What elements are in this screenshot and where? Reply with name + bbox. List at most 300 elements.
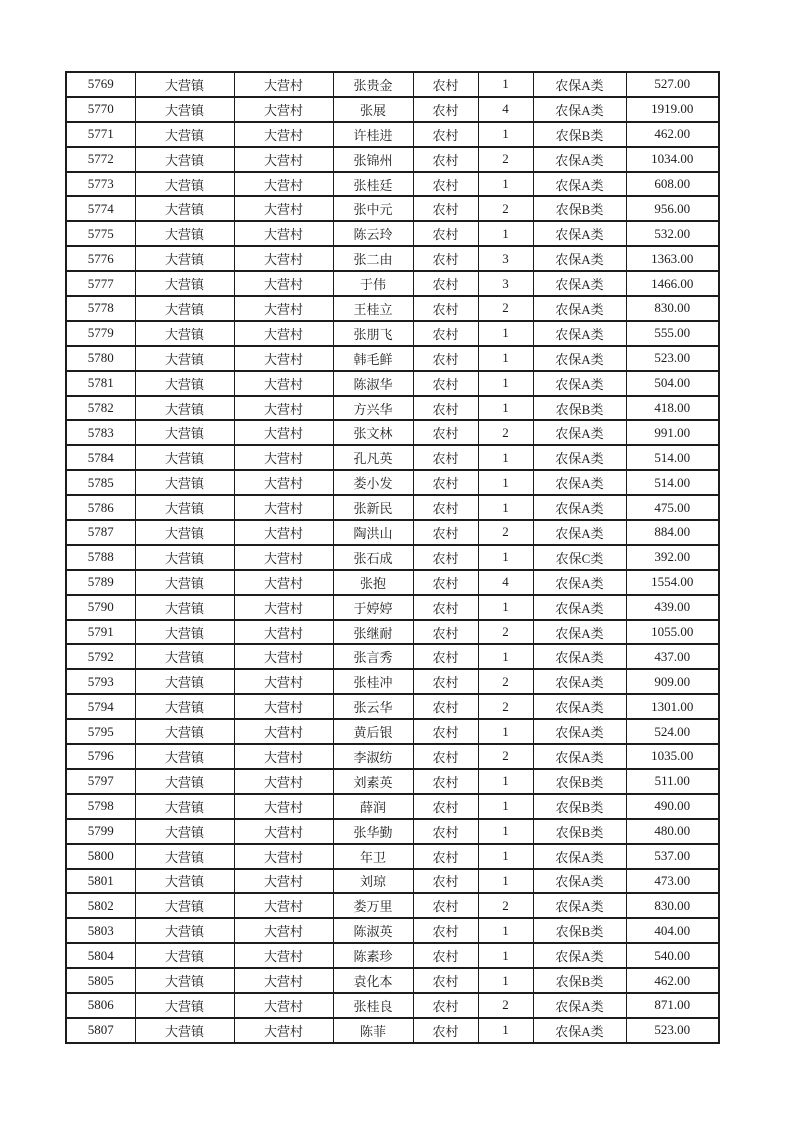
cell-town: 大营镇 [135, 445, 234, 470]
cell-insurance-category: 农保A类 [533, 147, 626, 172]
cell-amount: 830.00 [626, 296, 719, 321]
cell-serial-no: 5786 [66, 495, 135, 520]
cell-person-count: 1 [478, 72, 533, 97]
cell-town: 大营镇 [135, 371, 234, 396]
cell-insurance-category: 农保B类 [533, 918, 626, 943]
cell-name: 陈淑英 [333, 918, 413, 943]
cell-household-type: 农村 [413, 172, 478, 197]
table-row [66, 72, 719, 97]
cell-amount: 1035.00 [626, 744, 719, 769]
cell-village: 大营村 [234, 620, 333, 645]
cell-serial-no: 5788 [66, 545, 135, 570]
cell-village: 大营村 [234, 1018, 333, 1043]
table-row [66, 844, 719, 869]
cell-amount: 830.00 [626, 893, 719, 918]
cell-household-type: 农村 [413, 72, 478, 97]
cell-town: 大营镇 [135, 72, 234, 97]
cell-village: 大营村 [234, 271, 333, 296]
cell-insurance-category: 农保A类 [533, 943, 626, 968]
cell-household-type: 农村 [413, 744, 478, 769]
cell-serial-no: 5769 [66, 72, 135, 97]
cell-amount: 1055.00 [626, 620, 719, 645]
cell-serial-no: 5776 [66, 246, 135, 271]
cell-serial-no: 5798 [66, 794, 135, 819]
cell-serial-no: 5803 [66, 918, 135, 943]
cell-serial-no: 5791 [66, 620, 135, 645]
cell-village: 大营村 [234, 844, 333, 869]
cell-village: 大营村 [234, 968, 333, 993]
cell-person-count: 2 [478, 620, 533, 645]
cell-village: 大营村 [234, 869, 333, 894]
cell-insurance-category: 农保A类 [533, 869, 626, 894]
cell-town: 大营镇 [135, 968, 234, 993]
cell-village: 大营村 [234, 694, 333, 719]
cell-person-count: 1 [478, 968, 533, 993]
cell-person-count: 1 [478, 396, 533, 421]
cell-town: 大营镇 [135, 420, 234, 445]
table-row [66, 769, 719, 794]
cell-name: 张华勤 [333, 819, 413, 844]
cell-amount: 555.00 [626, 321, 719, 346]
cell-insurance-category: 农保A类 [533, 97, 626, 122]
cell-insurance-category: 农保A类 [533, 1018, 626, 1043]
cell-amount: 527.00 [626, 72, 719, 97]
cell-household-type: 农村 [413, 420, 478, 445]
cell-insurance-category: 农保A类 [533, 420, 626, 445]
cell-village: 大营村 [234, 172, 333, 197]
table-row [66, 620, 719, 645]
table-row [66, 321, 719, 346]
table-row [66, 719, 719, 744]
cell-amount: 511.00 [626, 769, 719, 794]
cell-household-type: 农村 [413, 196, 478, 221]
table-body [66, 72, 719, 1043]
cell-household-type: 农村 [413, 694, 478, 719]
cell-person-count: 2 [478, 420, 533, 445]
cell-serial-no: 5779 [66, 321, 135, 346]
cell-name: 于婷婷 [333, 595, 413, 620]
cell-amount: 884.00 [626, 520, 719, 545]
cell-amount: 439.00 [626, 595, 719, 620]
cell-name: 方兴华 [333, 396, 413, 421]
cell-name: 娄万里 [333, 893, 413, 918]
cell-household-type: 农村 [413, 570, 478, 595]
table-row [66, 595, 719, 620]
cell-name: 张文林 [333, 420, 413, 445]
cell-name: 王桂立 [333, 296, 413, 321]
cell-amount: 532.00 [626, 221, 719, 246]
cell-household-type: 农村 [413, 893, 478, 918]
table-row [66, 495, 719, 520]
cell-insurance-category: 农保A类 [533, 744, 626, 769]
cell-town: 大营镇 [135, 122, 234, 147]
cell-serial-no: 5793 [66, 669, 135, 694]
cell-insurance-category: 农保A类 [533, 620, 626, 645]
table-row [66, 172, 719, 197]
cell-village: 大营村 [234, 321, 333, 346]
cell-serial-no: 5804 [66, 943, 135, 968]
cell-household-type: 农村 [413, 147, 478, 172]
cell-person-count: 1 [478, 1018, 533, 1043]
cell-household-type: 农村 [413, 271, 478, 296]
cell-household-type: 农村 [413, 371, 478, 396]
cell-amount: 1301.00 [626, 694, 719, 719]
cell-name: 张石成 [333, 545, 413, 570]
cell-insurance-category: 农保B类 [533, 396, 626, 421]
cell-serial-no: 5782 [66, 396, 135, 421]
cell-person-count: 2 [478, 744, 533, 769]
cell-name: 娄小发 [333, 470, 413, 495]
cell-amount: 524.00 [626, 719, 719, 744]
cell-insurance-category: 农保B类 [533, 769, 626, 794]
table-row [66, 196, 719, 221]
cell-insurance-category: 农保A类 [533, 570, 626, 595]
cell-household-type: 农村 [413, 644, 478, 669]
table-row [66, 221, 719, 246]
cell-village: 大营村 [234, 196, 333, 221]
cell-amount: 462.00 [626, 122, 719, 147]
cell-town: 大营镇 [135, 396, 234, 421]
cell-insurance-category: 农保A类 [533, 993, 626, 1018]
cell-insurance-category: 农保A类 [533, 694, 626, 719]
cell-name: 张贵金 [333, 72, 413, 97]
cell-person-count: 2 [478, 147, 533, 172]
cell-insurance-category: 农保A类 [533, 470, 626, 495]
cell-household-type: 农村 [413, 545, 478, 570]
cell-town: 大营镇 [135, 943, 234, 968]
table-row [66, 271, 719, 296]
cell-name: 张桂冲 [333, 669, 413, 694]
cell-serial-no: 5807 [66, 1018, 135, 1043]
table-row [66, 968, 719, 993]
cell-serial-no: 5771 [66, 122, 135, 147]
cell-amount: 475.00 [626, 495, 719, 520]
cell-serial-no: 5770 [66, 97, 135, 122]
cell-town: 大营镇 [135, 644, 234, 669]
cell-town: 大营镇 [135, 221, 234, 246]
cell-name: 许桂进 [333, 122, 413, 147]
cell-serial-no: 5795 [66, 719, 135, 744]
cell-person-count: 2 [478, 893, 533, 918]
cell-person-count: 2 [478, 669, 533, 694]
cell-village: 大营村 [234, 794, 333, 819]
cell-amount: 473.00 [626, 869, 719, 894]
cell-name: 刘琼 [333, 869, 413, 894]
table-row [66, 371, 719, 396]
cell-household-type: 农村 [413, 246, 478, 271]
cell-name: 孔凡英 [333, 445, 413, 470]
table-row [66, 520, 719, 545]
cell-town: 大营镇 [135, 246, 234, 271]
cell-village: 大营村 [234, 420, 333, 445]
cell-person-count: 1 [478, 719, 533, 744]
cell-village: 大营村 [234, 296, 333, 321]
cell-town: 大营镇 [135, 196, 234, 221]
cell-insurance-category: 农保B类 [533, 794, 626, 819]
cell-village: 大营村 [234, 819, 333, 844]
cell-person-count: 1 [478, 844, 533, 869]
cell-amount: 490.00 [626, 794, 719, 819]
table-row [66, 869, 719, 894]
cell-person-count: 4 [478, 570, 533, 595]
cell-amount: 480.00 [626, 819, 719, 844]
table-row [66, 993, 719, 1018]
cell-name: 陈云玲 [333, 221, 413, 246]
cell-name: 张桂廷 [333, 172, 413, 197]
cell-serial-no: 5772 [66, 147, 135, 172]
cell-village: 大营村 [234, 396, 333, 421]
cell-village: 大营村 [234, 943, 333, 968]
cell-person-count: 1 [478, 445, 533, 470]
cell-village: 大营村 [234, 445, 333, 470]
cell-village: 大营村 [234, 669, 333, 694]
cell-amount: 418.00 [626, 396, 719, 421]
cell-household-type: 农村 [413, 794, 478, 819]
cell-insurance-category: 农保A类 [533, 495, 626, 520]
cell-serial-no: 5780 [66, 346, 135, 371]
cell-serial-no: 5784 [66, 445, 135, 470]
cell-amount: 1363.00 [626, 246, 719, 271]
cell-household-type: 农村 [413, 595, 478, 620]
cell-name: 张中元 [333, 196, 413, 221]
table-row [66, 445, 719, 470]
cell-name: 李淑纺 [333, 744, 413, 769]
cell-person-count: 1 [478, 221, 533, 246]
cell-person-count: 1 [478, 819, 533, 844]
table-row [66, 893, 719, 918]
cell-serial-no: 5777 [66, 271, 135, 296]
cell-insurance-category: 农保B类 [533, 968, 626, 993]
cell-town: 大营镇 [135, 918, 234, 943]
cell-town: 大营镇 [135, 893, 234, 918]
cell-town: 大营镇 [135, 869, 234, 894]
cell-household-type: 农村 [413, 1018, 478, 1043]
cell-amount: 1466.00 [626, 271, 719, 296]
cell-insurance-category: 农保A类 [533, 644, 626, 669]
cell-town: 大营镇 [135, 744, 234, 769]
cell-household-type: 农村 [413, 495, 478, 520]
table-row [66, 296, 719, 321]
cell-amount: 462.00 [626, 968, 719, 993]
cell-village: 大营村 [234, 520, 333, 545]
table-row [66, 570, 719, 595]
cell-name: 陈淑华 [333, 371, 413, 396]
cell-household-type: 农村 [413, 819, 478, 844]
table-row [66, 420, 719, 445]
cell-household-type: 农村 [413, 620, 478, 645]
cell-person-count: 3 [478, 271, 533, 296]
cell-person-count: 1 [478, 869, 533, 894]
cell-village: 大营村 [234, 470, 333, 495]
cell-name: 张桂良 [333, 993, 413, 1018]
cell-village: 大营村 [234, 221, 333, 246]
cell-name: 陶洪山 [333, 520, 413, 545]
cell-amount: 514.00 [626, 445, 719, 470]
cell-amount: 608.00 [626, 172, 719, 197]
table-row [66, 470, 719, 495]
cell-village: 大营村 [234, 495, 333, 520]
cell-insurance-category: 农保A类 [533, 72, 626, 97]
cell-serial-no: 5801 [66, 869, 135, 894]
table-row [66, 918, 719, 943]
cell-person-count: 2 [478, 520, 533, 545]
cell-name: 张抱 [333, 570, 413, 595]
cell-household-type: 农村 [413, 769, 478, 794]
cell-name: 张继耐 [333, 620, 413, 645]
cell-village: 大营村 [234, 644, 333, 669]
table-row [66, 122, 719, 147]
cell-name: 刘素英 [333, 769, 413, 794]
cell-town: 大营镇 [135, 1018, 234, 1043]
cell-village: 大营村 [234, 719, 333, 744]
cell-person-count: 1 [478, 321, 533, 346]
cell-village: 大营村 [234, 545, 333, 570]
cell-insurance-category: 农保A类 [533, 246, 626, 271]
cell-name: 韩毛鲜 [333, 346, 413, 371]
cell-serial-no: 5797 [66, 769, 135, 794]
cell-person-count: 1 [478, 495, 533, 520]
cell-household-type: 农村 [413, 221, 478, 246]
cell-person-count: 2 [478, 196, 533, 221]
cell-town: 大营镇 [135, 719, 234, 744]
cell-name: 袁化本 [333, 968, 413, 993]
cell-amount: 991.00 [626, 420, 719, 445]
cell-name: 陈素珍 [333, 943, 413, 968]
cell-name: 年卫 [333, 844, 413, 869]
cell-insurance-category: 农保A类 [533, 445, 626, 470]
cell-household-type: 农村 [413, 346, 478, 371]
cell-person-count: 2 [478, 296, 533, 321]
cell-village: 大营村 [234, 122, 333, 147]
cell-serial-no: 5792 [66, 644, 135, 669]
cell-town: 大营镇 [135, 844, 234, 869]
cell-person-count: 4 [478, 97, 533, 122]
cell-amount: 392.00 [626, 545, 719, 570]
cell-village: 大营村 [234, 595, 333, 620]
cell-amount: 540.00 [626, 943, 719, 968]
cell-person-count: 1 [478, 346, 533, 371]
cell-insurance-category: 农保B类 [533, 122, 626, 147]
table-row [66, 396, 719, 421]
cell-serial-no: 5802 [66, 893, 135, 918]
cell-household-type: 农村 [413, 918, 478, 943]
cell-village: 大营村 [234, 72, 333, 97]
cell-insurance-category: 农保A类 [533, 321, 626, 346]
cell-person-count: 1 [478, 794, 533, 819]
cell-name: 张二由 [333, 246, 413, 271]
cell-town: 大营镇 [135, 321, 234, 346]
table-row [66, 744, 719, 769]
cell-serial-no: 5787 [66, 520, 135, 545]
cell-town: 大营镇 [135, 669, 234, 694]
cell-amount: 504.00 [626, 371, 719, 396]
cell-household-type: 农村 [413, 445, 478, 470]
cell-town: 大营镇 [135, 993, 234, 1018]
cell-village: 大营村 [234, 918, 333, 943]
cell-amount: 523.00 [626, 1018, 719, 1043]
cell-person-count: 2 [478, 993, 533, 1018]
cell-person-count: 1 [478, 545, 533, 570]
cell-insurance-category: 农保A类 [533, 595, 626, 620]
cell-amount: 909.00 [626, 669, 719, 694]
cell-village: 大营村 [234, 893, 333, 918]
cell-town: 大营镇 [135, 769, 234, 794]
cell-name: 张新民 [333, 495, 413, 520]
cell-person-count: 1 [478, 595, 533, 620]
cell-serial-no: 5778 [66, 296, 135, 321]
cell-household-type: 农村 [413, 719, 478, 744]
cell-village: 大营村 [234, 744, 333, 769]
cell-village: 大营村 [234, 246, 333, 271]
cell-household-type: 农村 [413, 97, 478, 122]
table-row [66, 97, 719, 122]
cell-person-count: 1 [478, 122, 533, 147]
cell-insurance-category: 农保A类 [533, 371, 626, 396]
cell-amount: 404.00 [626, 918, 719, 943]
cell-serial-no: 5781 [66, 371, 135, 396]
cell-household-type: 农村 [413, 869, 478, 894]
cell-village: 大营村 [234, 570, 333, 595]
cell-person-count: 1 [478, 470, 533, 495]
cell-insurance-category: 农保C类 [533, 545, 626, 570]
cell-insurance-category: 农保A类 [533, 520, 626, 545]
cell-household-type: 农村 [413, 396, 478, 421]
cell-serial-no: 5794 [66, 694, 135, 719]
cell-insurance-category: 农保A类 [533, 669, 626, 694]
cell-serial-no: 5774 [66, 196, 135, 221]
cell-household-type: 农村 [413, 943, 478, 968]
cell-village: 大营村 [234, 97, 333, 122]
cell-household-type: 农村 [413, 669, 478, 694]
table-row [66, 694, 719, 719]
cell-household-type: 农村 [413, 844, 478, 869]
cell-serial-no: 5775 [66, 221, 135, 246]
table-row [66, 346, 719, 371]
cell-serial-no: 5806 [66, 993, 135, 1018]
cell-person-count: 1 [478, 371, 533, 396]
table-row [66, 943, 719, 968]
table-row [66, 1018, 719, 1043]
cell-village: 大营村 [234, 769, 333, 794]
cell-town: 大营镇 [135, 296, 234, 321]
cell-amount: 1554.00 [626, 570, 719, 595]
cell-insurance-category: 农保A类 [533, 221, 626, 246]
cell-insurance-category: 农保A类 [533, 844, 626, 869]
cell-name: 张朋飞 [333, 321, 413, 346]
cell-town: 大营镇 [135, 620, 234, 645]
cell-household-type: 农村 [413, 968, 478, 993]
cell-person-count: 1 [478, 769, 533, 794]
table-row [66, 794, 719, 819]
cell-household-type: 农村 [413, 993, 478, 1018]
cell-serial-no: 5785 [66, 470, 135, 495]
cell-serial-no: 5789 [66, 570, 135, 595]
table-row [66, 147, 719, 172]
cell-insurance-category: 农保A类 [533, 893, 626, 918]
cell-town: 大营镇 [135, 794, 234, 819]
cell-town: 大营镇 [135, 819, 234, 844]
cell-town: 大营镇 [135, 570, 234, 595]
table-row [66, 246, 719, 271]
cell-serial-no: 5790 [66, 595, 135, 620]
cell-amount: 523.00 [626, 346, 719, 371]
cell-amount: 871.00 [626, 993, 719, 1018]
cell-village: 大营村 [234, 346, 333, 371]
cell-insurance-category: 农保B类 [533, 819, 626, 844]
cell-town: 大营镇 [135, 495, 234, 520]
cell-village: 大营村 [234, 147, 333, 172]
cell-insurance-category: 农保A类 [533, 719, 626, 744]
